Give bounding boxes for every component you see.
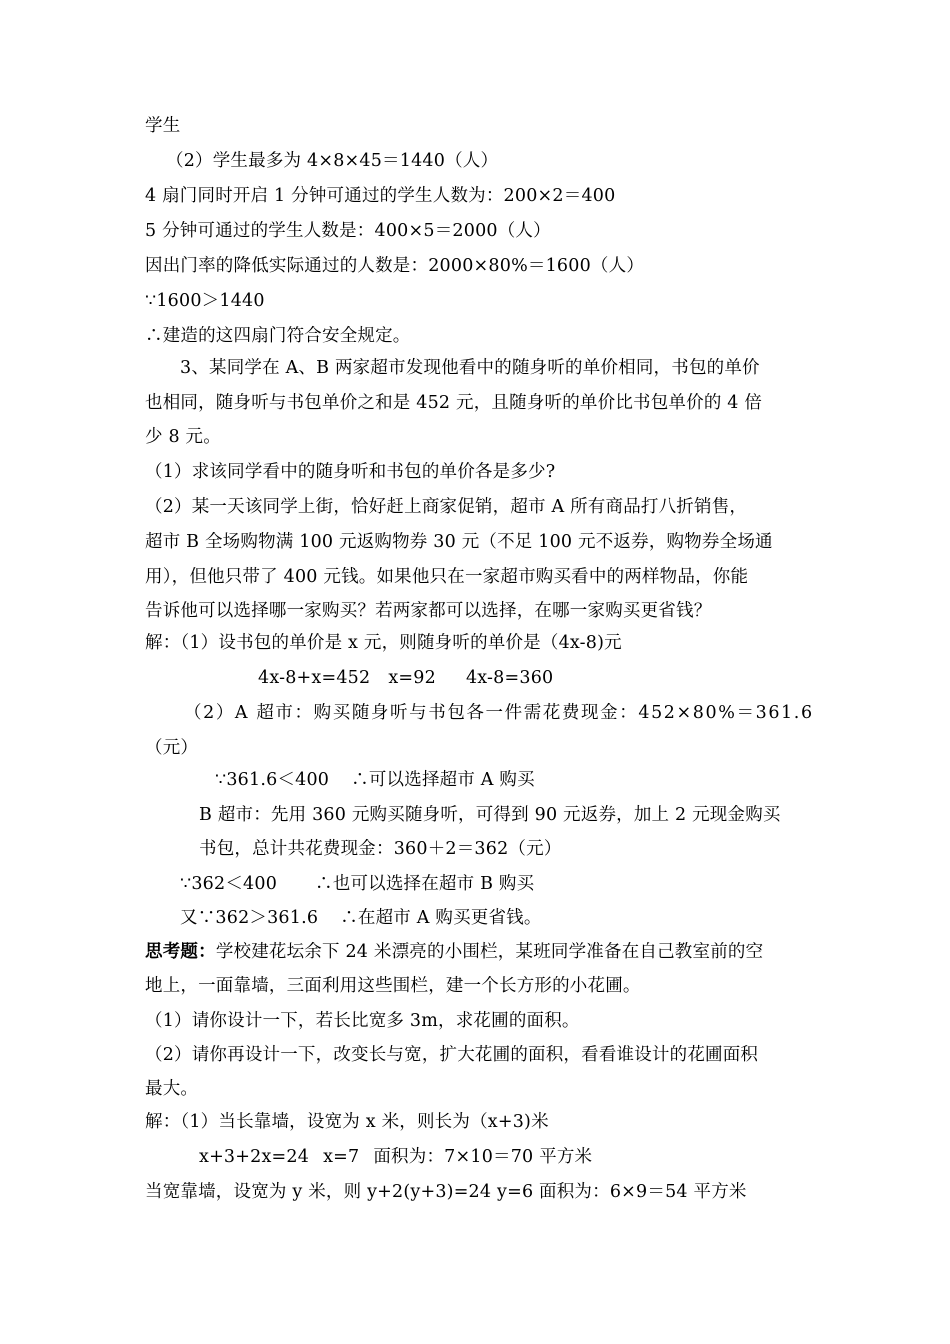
equation-part: 面积为：7×10＝70 平方米 [373,1147,593,1167]
equation-part: 4x-8+x=452 [258,668,371,688]
text-line: （2）学生最多为 4×8×45＝1440（人） [166,151,499,171]
comparison-line [215,768,535,792]
think-label: 思考题： [145,942,216,962]
equation-line [199,1145,592,1169]
solution-line: 解：（1）当长靠墙，设宽为 x 米，则长为（x+3)米 [145,1112,549,1132]
solution-line: 解：（1）设书包的单价是 x 元，则随身听的单价是（4x-8)元 [145,633,622,653]
question-2-line: 用），但他只带了 400 元钱。如果他只在一家超市购买看中的两样物品，你能 [145,567,749,587]
equation-part: x=92 [388,668,436,688]
question-2-line: （2）某一天该同学上街，恰好赶上商家促销，超市 A 所有商品打八折销售， [145,497,748,517]
question-2-line: 告诉他可以选择哪一家购买？若两家都可以选择，在哪一家购买更省钱？ [145,601,712,621]
problem-3-line: 3、某同学在 A、B 两家超市发现他看中的随身听的单价相同，书包的单价 [180,358,760,378]
equation-line [258,666,553,690]
text-line: 因出门率的降低实际通过的人数是：2000×80%＝1600（人） [145,256,645,276]
think-question-1: （1）请你设计一下，若长比宽多 3m，求花圃的面积。 [145,1011,580,1031]
problem-3-line: 也相同，随身听与书包单价之和是 452 元，且随身听的单价比书包单价的 4 倍 [145,393,763,413]
equation-part: x=7 [323,1147,360,1167]
comparison-part: ∵362＜400 [180,874,278,894]
comparison-line [180,906,542,930]
comparison-part: ∴也可以选择在超市 B 购买 [315,874,535,894]
text-line: ∵1600＞1440 [145,291,265,311]
text-line: 4 扇门同时开启 1 分钟可通过的学生人数为：200×2＝400 [145,186,616,206]
text-line: ∴建造的这四扇门符合安全规定。 [145,326,411,346]
question-2-line: 超市 B 全场购物满 100 元返购物券 30 元（不足 100 元不返券，购物券全场通 [145,532,773,552]
think-question-line [145,940,763,964]
comparison-part: ∴在超市 A 购买更省钱。 [340,908,542,928]
solution-line: （2）A 超市：购买随身听与书包各一件需花费现金：452×80%＝361.6 [184,703,814,723]
comparison-line [180,872,534,896]
comparison-part: ∴可以选择超市 A 购买 [351,770,535,790]
think-text: 学校建花坛余下 24 米漂亮的小围栏，某班同学准备在自己教室前的空 [215,942,764,962]
question-1: （1）求该同学看中的随身听和书包的单价各是多少? [145,462,556,482]
text-line: 5 分钟可通过的学生人数是：400×5＝2000（人） [145,221,551,241]
solution-line: （元） [145,738,199,758]
think-question-2: （2）请你再设计一下，改变长与宽，扩大花圃的面积，看看谁设计的花圃面积 [145,1045,759,1065]
equation-part: x+3+2x=24 [199,1147,310,1167]
comparison-part: ∵361.6＜400 [215,770,330,790]
comparison-part: 又∵362＞361.6 [180,908,319,928]
text-line: 学生 [145,116,181,136]
solution-line: B 超市：先用 360 元购买随身听，可得到 90 元返券，加上 2 元现金购买 [199,805,781,825]
think-question-line: 地上，一面靠墙，三面利用这些围栏，建一个长方形的小花圃。 [145,976,641,996]
solution-line: 当宽靠墙，设宽为 y 米，则 y+2(y+3)=24 y=6 面积为：6×9＝54 平方米 [145,1182,747,1202]
think-question-2: 最大。 [145,1079,199,1099]
solution-line: 书包，总计共花费现金：360＋2＝362（元） [199,839,562,859]
problem-3-line: 少 8 元。 [145,427,221,447]
equation-part: 4x-8=360 [465,668,554,688]
